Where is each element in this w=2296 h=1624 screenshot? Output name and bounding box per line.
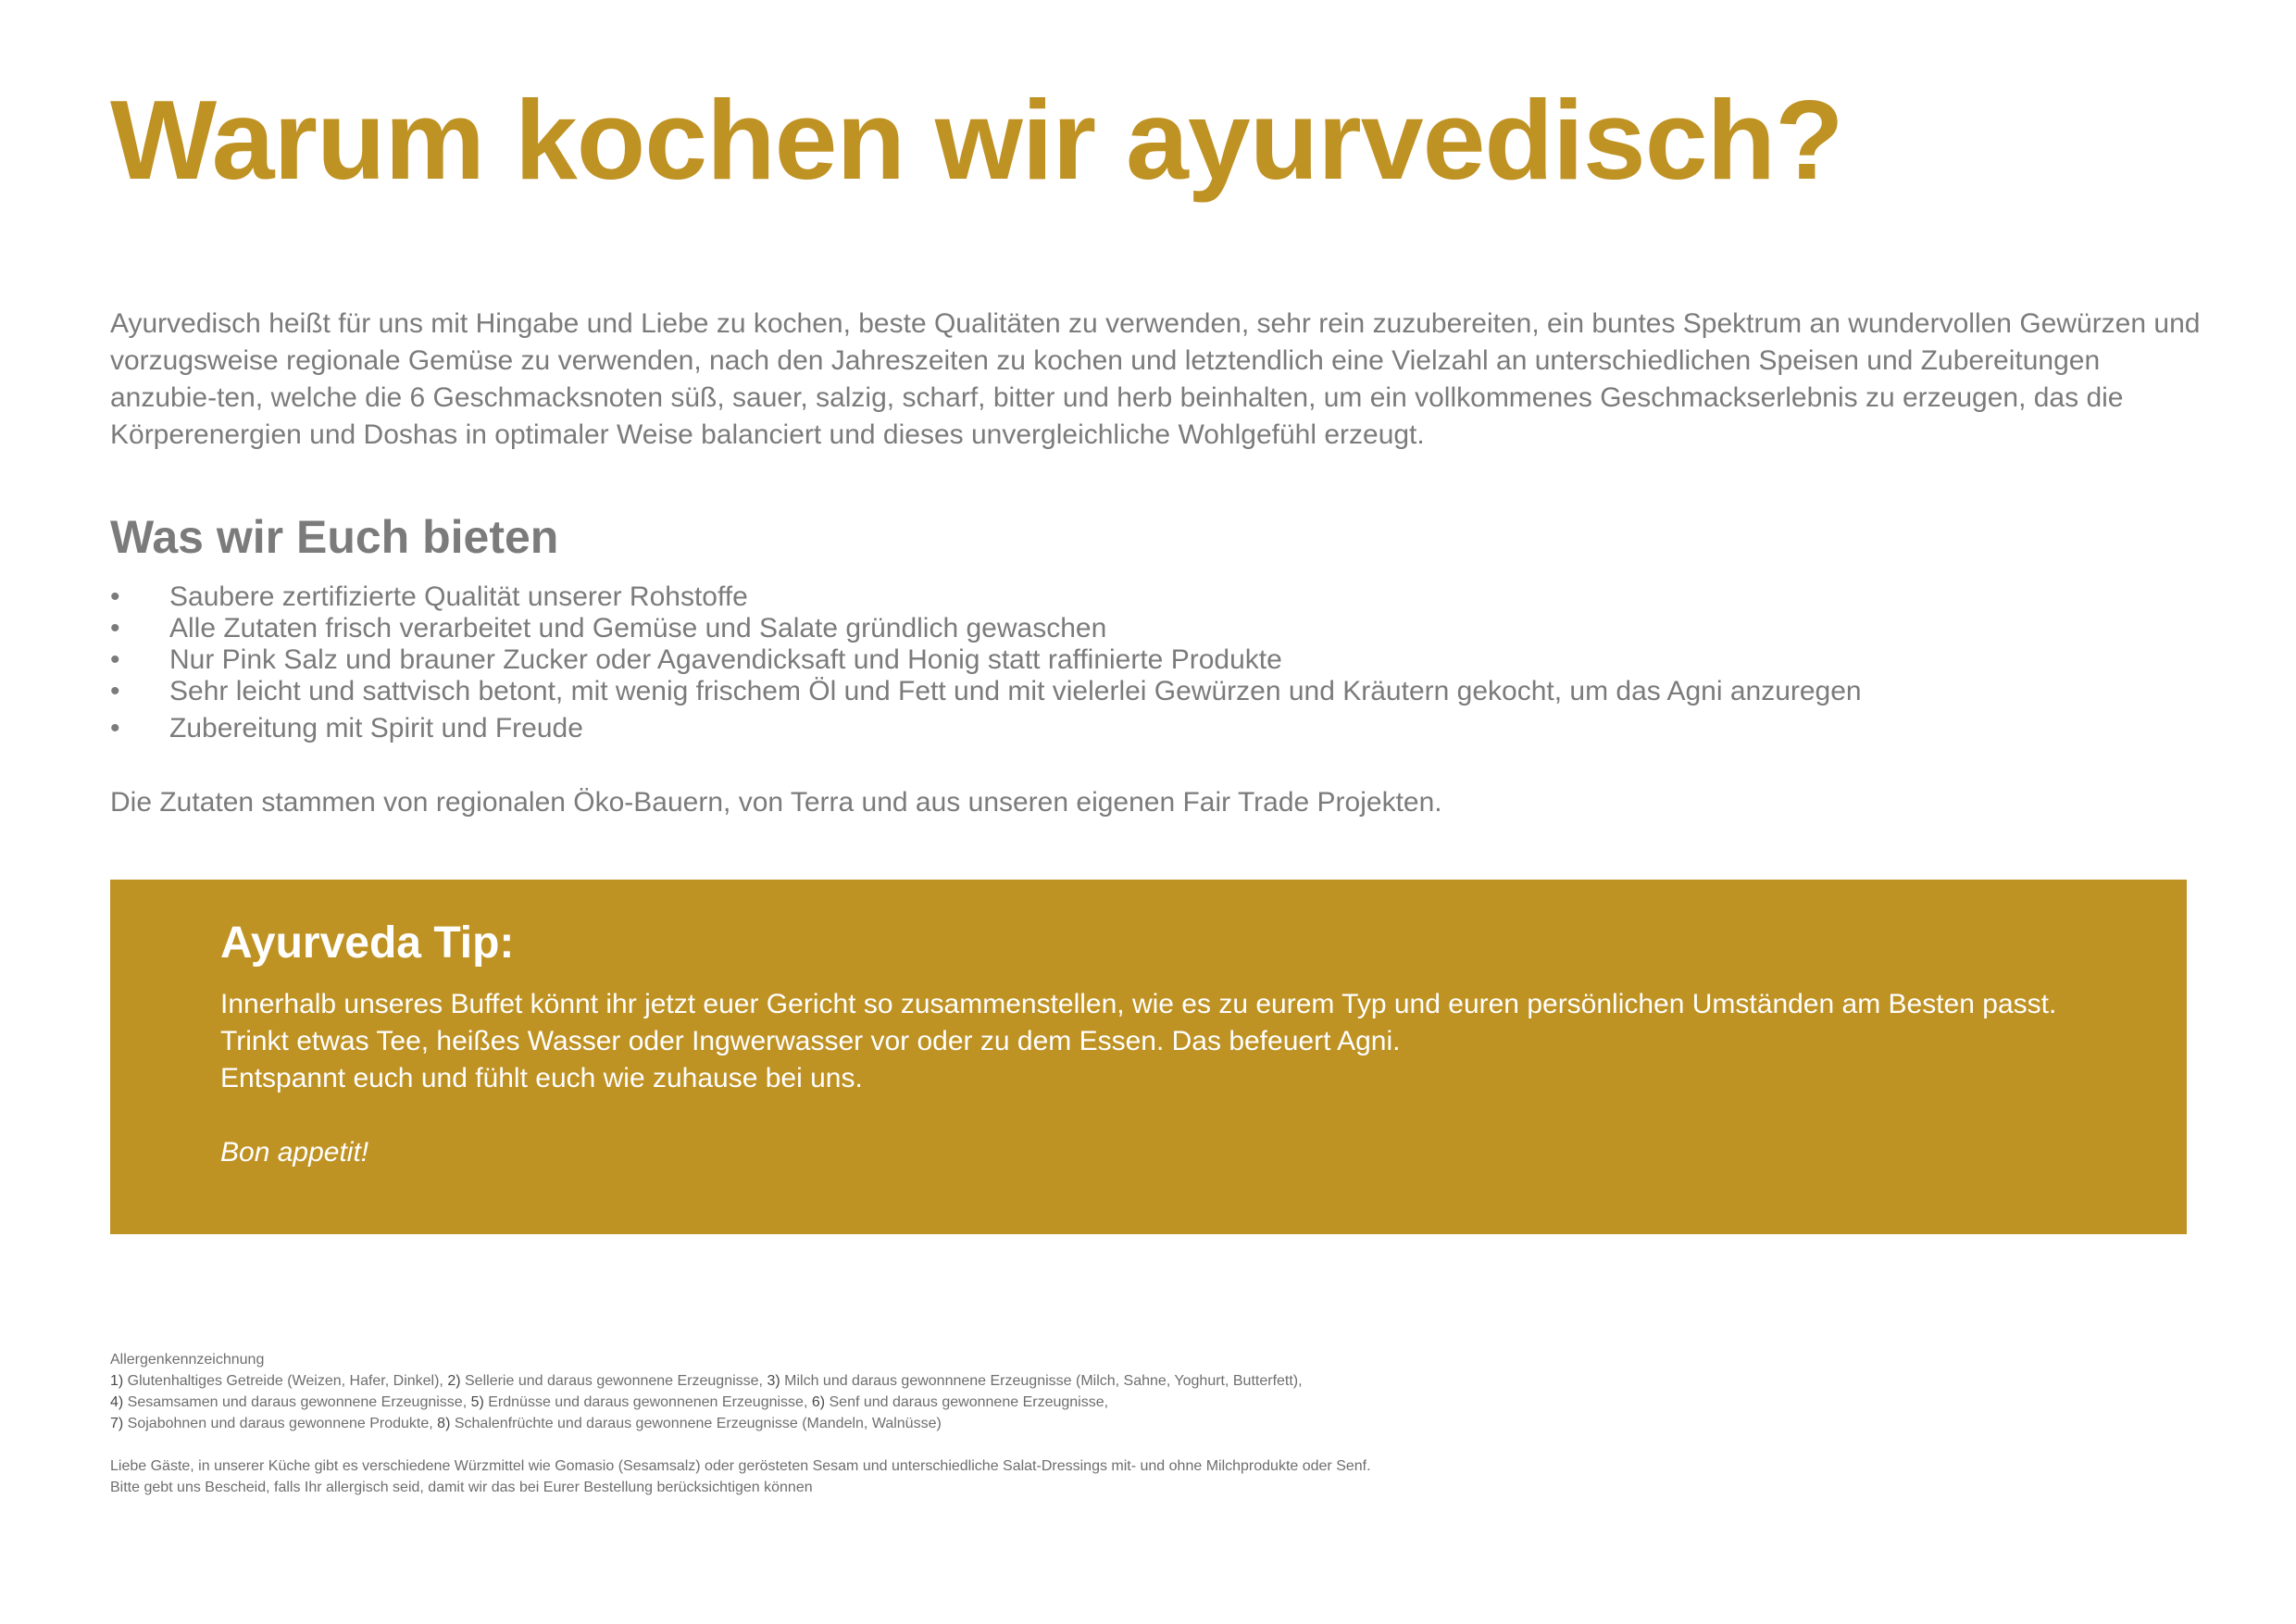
allergen-text: Schalenfrüchte und daraus gewonnene Erzeugnisse (Mandeln, Walnüsse) — [450, 1416, 942, 1431]
tip-line: Trinkt etwas Tee, heißes Wasser oder Ingwerwasser vor oder zu dem Essen. Das befeuert Agni. — [220, 1026, 1401, 1056]
list-item — [110, 676, 1862, 707]
allergen-number: 7) — [110, 1416, 124, 1431]
allergen-number: 1) — [110, 1373, 124, 1389]
allergen-text: Glutenhaltiges Getreide (Weizen, Hafer, Dinkel), — [123, 1373, 448, 1389]
tip-line: Entspannt euch und fühlt euch wie zuhause bei uns. — [220, 1063, 863, 1093]
allergen-line — [110, 1413, 1371, 1434]
allergen-section — [110, 1349, 1371, 1498]
allergen-line — [110, 1370, 1371, 1392]
list-item — [110, 644, 1862, 676]
list-item-text: Nur Pink Salz und brauner Zucker oder Agavendicksaft und Honig statt raffinierte Produkte — [169, 644, 1282, 675]
list-item-text: Alle Zutaten frisch verarbeitet und Gemüse und Salate gründlich gewaschen — [169, 613, 1107, 643]
list-item — [110, 713, 1862, 744]
allergen-text: Milch und daraus gewonnnene Erzeugnisse (Milch, Sahne, Yoghurt, Butterfett), — [780, 1373, 1303, 1389]
tip-closing: Bon appetit! — [220, 1137, 369, 1168]
page-title: Warum kochen wir ayurvedisch? — [110, 77, 1843, 203]
tip-heading: Ayurveda Tip: — [220, 918, 515, 968]
offer-list — [110, 581, 1862, 744]
allergen-text: Erdnüsse und daraus gewonnenen Erzeugnisse, — [483, 1394, 812, 1410]
tip-body — [220, 986, 2056, 1171]
list-item — [110, 613, 1862, 644]
ayurveda-tip-box — [110, 880, 2187, 1234]
list-item-text: Zubereitung mit Spirit und Freude — [169, 713, 583, 743]
bullet-icon: • — [110, 613, 120, 643]
bullet-icon: • — [110, 713, 120, 743]
tip-line: Innerhalb unseres Buffet könnt ihr jetzt euer Gericht so zusammenstellen, wie es zu eurem Typ und euren persönlichen Umständen am Besten passt. — [220, 989, 2057, 1019]
list-item-text: Saubere zertifizierte Qualität unserer Rohstoffe — [169, 581, 748, 612]
allergen-number: 2) — [447, 1373, 461, 1389]
allergen-number: 6) — [811, 1394, 826, 1410]
intro-paragraph: Ayurvedisch heißt für uns mit Hingabe und Liebe zu kochen, beste Qualitäten zu verwenden, sehr rein zuzubereiten, ein buntes Spektrum an wundervollen Gewürzen und vorzugsweise regionale Gemüse zu verwenden, nach den Jahreszeiten zu kochen und letztendlich eine Vielzahl an unterschiedlichen Speisen und Zubereitungen anzubie-ten, welche die 6 Geschmacksnoten süß, sauer, salzig, scharf, bitter und herb beinhalten, um ein vollkommenes Geschmackserlebnis zu erzeugen, das die Körperenergien und Doshas in optimaler Weise balanciert und dieses unvergleichliche Wohlgefühl erzeugt. — [110, 308, 2201, 450]
allergen-number: 4) — [110, 1394, 124, 1410]
sources-text: Die Zutaten stammen von regionalen Öko-Bauern, von Terra und aus unseren eigenen Fair Trade Projekten. — [110, 787, 1442, 818]
allergen-heading: Allergenkennzeichnung — [110, 1352, 265, 1368]
allergen-text: Senf und daraus gewonnene Erzeugnisse, — [825, 1394, 1109, 1410]
spacer — [110, 1434, 1371, 1455]
allergen-text: Sojabohnen und daraus gewonnene Produkte, — [123, 1416, 438, 1431]
allergen-note: Liebe Gäste, in unserer Küche gibt es verschiedene Würzmittel wie Gomasio (Sesamsalz) oder gerösteten Sesam und unterschiedliche Salat-Dressings mit- und ohne Milchprodukte oder Senf. — [110, 1458, 1371, 1474]
allergen-number: 8) — [437, 1416, 451, 1431]
allergen-line — [110, 1392, 1371, 1413]
bullet-icon: • — [110, 676, 120, 706]
bullet-icon: • — [110, 581, 120, 612]
allergen-note: Bitte gebt uns Bescheid, falls Ihr allergisch seid, damit wir das bei Eurer Bestellung berücksichtigen können — [110, 1480, 813, 1495]
bullet-icon: • — [110, 644, 120, 675]
list-item — [110, 581, 1862, 613]
allergen-text: Sesamsamen und daraus gewonnene Erzeugnisse, — [123, 1394, 471, 1410]
offer-heading: Was wir Euch bieten — [110, 511, 559, 563]
list-item-text: Sehr leicht und sattvisch betont, mit wenig frischem Öl und Fett und mit vielerlei Gewürzen und Kräutern gekocht, um das Agni anzuregen — [169, 676, 1862, 706]
allergen-text: Sellerie und daraus gewonnene Erzeugnisse, — [460, 1373, 767, 1389]
allergen-number: 3) — [767, 1373, 780, 1389]
allergen-number: 5) — [470, 1394, 484, 1410]
